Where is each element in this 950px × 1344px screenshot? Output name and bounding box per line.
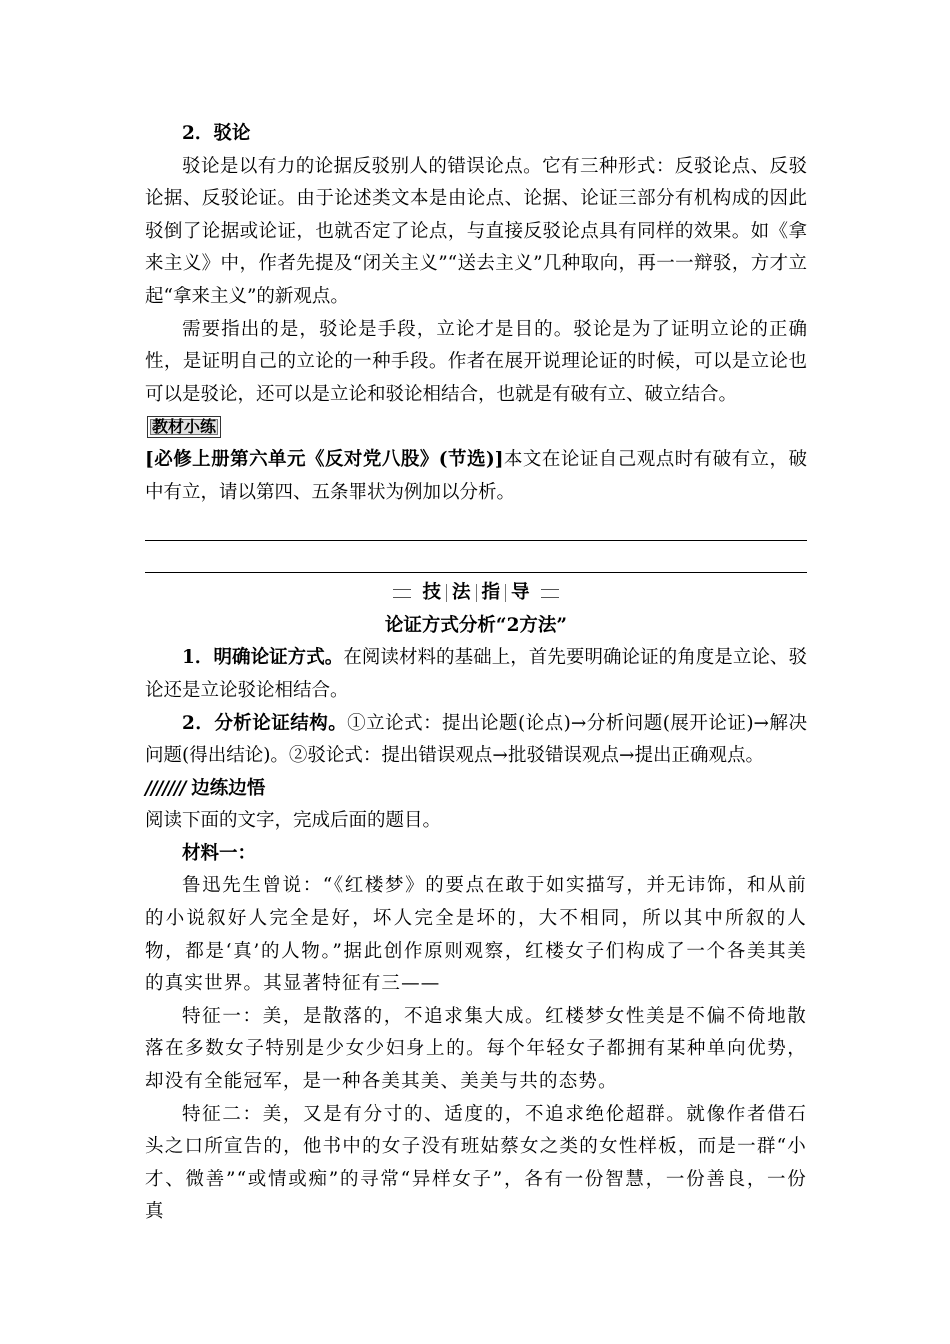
paragraph-refutation-definition: 驳论是以有力的论据反驳别人的错误论点。它有三种形式：反驳论点、反驳论据、反驳论证。由于论述类文本是由论点、论据、论证三部分有机构成的因此驳倒了论据或论证，也就否定了论点，与直接反驳论点具有同样的效果。如《拿来主义》中，作者先提及“闭关主义”“送去主义”几种取向，再一一辩驳，方才立起“拿来主义”的新观点。 [145, 155, 807, 307]
method-2 [145, 708, 807, 773]
practice-slashes: /////// [145, 777, 186, 799]
material-paragraph-2: 特征一：美，是散落的，不追求集大成。红楼梦女性美是不偏不倚地散落在多数女子特别是少女少妇身上的。每个年轻女子都拥有某种单向优势，却没有全能冠军，是一种各美其美、美美与共的态势。 [145, 1005, 807, 1093]
technique-subtitle: 论证方式分析“2方法” [384, 614, 568, 636]
title-char: 指 [481, 582, 501, 604]
material-label: 材料一： [182, 842, 257, 864]
method-2-text: ①立论式：提出论题(论点)→分析问题(展开论证)→解决问题(得出结论)。②驳论式：提出错误观点→批驳错误观点→提出正确观点。 [145, 712, 808, 767]
exercise-block [145, 411, 807, 444]
document-page [145, 118, 807, 1229]
section-heading-refutation: 2．驳论 [182, 123, 251, 144]
practice-instruction: 阅读下面的文字，完成后面的题目。 [145, 810, 442, 832]
answer-line-2[interactable] [145, 541, 807, 573]
answer-line-1[interactable] [145, 509, 807, 541]
practice-header [145, 773, 807, 806]
exercise-tag: 教材小练 [147, 416, 221, 438]
title-char: 导 [511, 582, 530, 604]
method-1 [145, 642, 807, 707]
method-1-text: 在阅读材料的基础上，首先要明确论证的角度是立论、驳论还是立论驳论相结合。 [145, 647, 807, 701]
paragraph-refutation-purpose: 需要指出的是，驳论是手段，立论才是目的。驳论是为了证明立论的正确性，是证明自己的立论的一种手段。作者在展开说理论证的时候，可以是立论也可以是驳论，还可以是立论和驳论相结合，也就是有破有立、破立结合。 [145, 318, 807, 405]
material-paragraph-3: 特征二：美，又是有分寸的、适度的，不追求绝伦超群。就像作者借石头之口所宣告的，他书中的女子没有班姑蔡女之类的女性样板，而是一群“小才、微善”“或情或痴”的寻常“异样女子”，各有一份智慧，一份善良，一份真 [145, 1103, 807, 1223]
exercise-question [145, 444, 807, 509]
title-char: 技 [422, 582, 441, 604]
method-1-label: 1．明确论证方式。 [182, 647, 344, 669]
practice-label: 边练边悟 [191, 777, 266, 799]
technique-guide-title-text [417, 577, 534, 610]
technique-guide-title [145, 577, 807, 610]
title-decoration-right [541, 589, 559, 598]
exercise-source: [必修上册第六单元《反对党八股》(节选)] [145, 448, 504, 470]
title-decoration-left [393, 589, 411, 598]
material-paragraph-1: 鲁迅先生曾说：“《红楼梦》的要点在敢于如实描写，并无讳饰，和从前的小说叙好人完全是好，坏人完全是坏的，大不相同，所以其中所叙的人物，都是‘真’的人物。”据此创作原则观察，红楼女子们构成了一个各美其美的真实世界。其显著特征有三—— [145, 875, 807, 995]
title-char: 法 [451, 582, 471, 604]
method-2-label: 2．分析论证结构。 [182, 712, 348, 734]
exercise-question-text: 本文在论证自己观点时有破有立，破中有立，请以第四、五条罪状为例加以分析。 [145, 448, 807, 503]
